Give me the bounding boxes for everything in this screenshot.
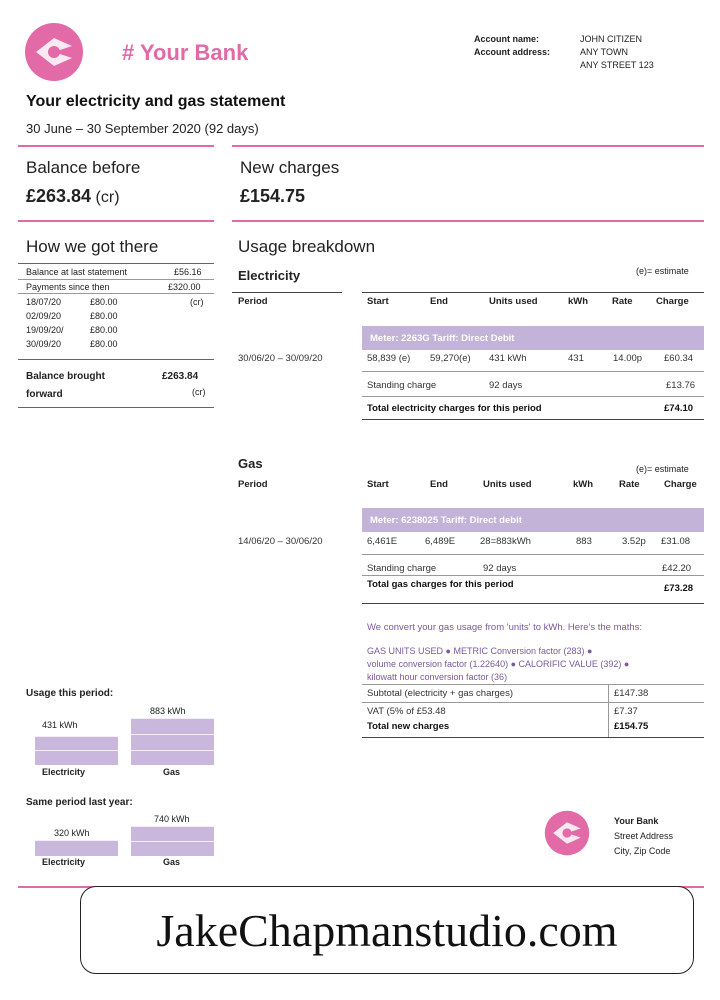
usage-gas-value: 883 kWh — [150, 706, 186, 716]
usage-electricity-label: Electricity — [42, 767, 86, 777]
divider — [18, 220, 214, 222]
payment-date: 30/09/20 — [26, 339, 62, 349]
electricity-title: Electricity — [238, 268, 301, 283]
divider — [18, 145, 214, 147]
watermark-text: JakeChapmanstudio.com — [156, 904, 618, 956]
divider — [18, 263, 214, 264]
gas-period: 14/06/20 – 30/06/20 — [238, 536, 323, 547]
subtotal-label: Subtotal (electricity + gas charges) — [367, 688, 513, 699]
divider — [18, 279, 214, 280]
col-period: Period — [238, 479, 268, 490]
electricity-standing-label: Standing charge — [367, 380, 437, 391]
electricity-total: £74.10 — [664, 403, 694, 414]
bar-divider — [131, 734, 214, 735]
last-year-chart-title: Same period last year: — [26, 797, 133, 808]
divider — [362, 603, 704, 604]
payments-value: £320.00 — [168, 282, 201, 292]
last-year-gas-label: Gas — [163, 857, 181, 867]
gas-start: 6,461E — [367, 536, 398, 547]
gas-rate: 3.52p — [622, 536, 646, 547]
bank-logo-icon — [544, 810, 590, 856]
electricity-rate: 14.00p — [613, 353, 643, 364]
account-name-label: Account name: — [474, 34, 540, 44]
electricity-standing-days: 92 days — [489, 380, 523, 391]
address-line-1: ANY TOWN — [580, 47, 629, 57]
col-start: Start — [367, 296, 389, 307]
gas-standing-label: Standing charge — [367, 563, 437, 574]
col-kwh: kWh — [573, 479, 594, 490]
col-rate: Rate — [612, 296, 633, 307]
bank-name: # Your Bank — [122, 40, 249, 65]
total-new-label: Total new charges — [367, 721, 450, 732]
electricity-end: 59,270(e) — [430, 353, 471, 364]
last-year-electricity-bar — [35, 840, 118, 856]
electricity-total-label: Total electricity charges for this period — [367, 403, 542, 414]
brought-forward-cr: (cr) — [192, 387, 206, 397]
gas-total-label: Total gas charges for this period — [367, 579, 514, 590]
gas-units: 28=883kWh — [480, 536, 531, 547]
divider — [18, 359, 214, 360]
divider — [18, 407, 214, 408]
how-we-got-there-title: How we got there — [26, 237, 159, 256]
last-year-electricity-label: Electricity — [42, 857, 86, 867]
balance-before-value — [26, 186, 120, 207]
payments-cr: (cr) — [190, 297, 204, 307]
gas-title: Gas — [238, 456, 263, 471]
divider — [362, 737, 704, 738]
electricity-units: 431 kWh — [489, 353, 527, 364]
col-kwh: kWh — [568, 296, 589, 307]
divider — [608, 684, 609, 737]
col-charge: Charge — [664, 479, 697, 490]
usage-gas-bar — [131, 718, 214, 765]
footer-street: Street Address — [614, 831, 674, 841]
account-name: JOHN CITIZEN — [580, 34, 642, 44]
electricity-kwh: 431 — [568, 353, 584, 364]
payment-amount: £80.00 — [90, 339, 118, 349]
col-end: End — [430, 479, 448, 490]
divider — [232, 220, 704, 222]
divider — [232, 292, 342, 293]
divider — [362, 371, 704, 372]
subtotal: £147.38 — [614, 688, 649, 699]
bar-divider — [131, 841, 214, 842]
conversion-note: We convert your gas usage from 'units' to kWh. Here's the maths: — [367, 622, 643, 633]
statement-period: 30 June – 30 September 2020 (92 days) — [26, 121, 259, 136]
col-end: End — [430, 296, 448, 307]
balance-before-amount: £263.84 — [26, 186, 92, 206]
bar-divider — [131, 750, 214, 751]
usage-gas-label: Gas — [163, 767, 181, 777]
gas-standing-days: 92 days — [483, 563, 517, 574]
balance-before-suffix: (cr) — [95, 189, 120, 206]
payment-amount: £80.00 — [90, 311, 118, 321]
watermark-banner — [80, 886, 694, 974]
electricity-start: 58,839 (e) — [367, 353, 411, 364]
gas-meter-info: Meter: 6238025 Tariff: Direct debit — [370, 515, 522, 526]
vat-label: VAT (5% of £53.48 — [367, 706, 446, 717]
col-charge: Charge — [656, 296, 689, 307]
new-charges-label: New charges — [240, 158, 340, 177]
electricity-charge: £60.34 — [664, 353, 694, 364]
payment-amount: £80.00 — [90, 297, 118, 307]
estimate-note: (e)= estimate — [636, 266, 689, 276]
payment-date: 18/07/20 — [26, 297, 62, 307]
usage-chart-title: Usage this period: — [26, 688, 114, 699]
footer-bank-name: Your Bank — [614, 816, 659, 826]
divider — [362, 292, 704, 293]
payments-label: Payments since then — [26, 282, 110, 292]
col-units: Units used — [489, 296, 538, 307]
balance-before-label: Balance before — [26, 158, 141, 177]
bar-divider — [35, 750, 118, 751]
electricity-period: 30/06/20 – 30/09/20 — [238, 353, 323, 364]
last-statement-value: £56.16 — [174, 267, 202, 277]
divider — [362, 575, 704, 576]
electricity-standing-charge: £13.76 — [666, 380, 696, 391]
divider — [362, 419, 704, 420]
conversion-line-1: GAS UNITS USED ● METRIC Conversion factor (283) ● — [367, 646, 593, 656]
divider — [362, 702, 704, 703]
brought-forward-label-2: forward — [26, 389, 63, 400]
gas-end: 6,489E — [425, 536, 456, 547]
vat: £7.37 — [614, 706, 638, 717]
brought-forward-value: £263.84 — [162, 371, 199, 382]
divider — [362, 396, 704, 397]
last-year-gas-value: 740 kWh — [154, 814, 190, 824]
statement-title: Your electricity and gas statement — [26, 93, 286, 110]
payment-date: 02/09/20 — [26, 311, 62, 321]
electricity-meter-info: Meter: 2263G Tariff: Direct Debit — [370, 333, 515, 344]
usage-electricity-value: 431 kWh — [42, 720, 78, 730]
divider — [18, 293, 214, 294]
col-units: Units used — [483, 479, 532, 490]
last-statement-label: Balance at last statement — [26, 267, 128, 277]
divider — [362, 684, 704, 685]
col-period: Period — [238, 296, 268, 307]
col-start: Start — [367, 479, 389, 490]
col-rate: Rate — [619, 479, 640, 490]
conversion-line-3: kilowatt hour conversion factor (36) — [367, 672, 508, 682]
divider — [362, 554, 704, 555]
bank-logo-icon — [24, 22, 84, 82]
gas-charge: £31.08 — [661, 536, 691, 547]
total-new: £154.75 — [614, 721, 649, 732]
footer-city: City, Zip Code — [614, 846, 671, 856]
estimate-note: (e)= estimate — [636, 464, 689, 474]
address-line-2: ANY STREET 123 — [580, 60, 654, 70]
gas-standing-charge: £42.20 — [662, 563, 692, 574]
payment-amount: £80.00 — [90, 325, 118, 335]
divider — [232, 145, 704, 147]
last-year-electricity-value: 320 kWh — [54, 828, 90, 838]
brought-forward-label: Balance brought — [26, 371, 105, 382]
gas-total: £73.28 — [664, 583, 694, 594]
payment-date: 19/09/20/ — [26, 325, 64, 335]
gas-kwh: 883 — [576, 536, 592, 547]
conversion-line-2: volume conversion factor (1.22640) ● CALORIFIC VALUE (392) ● — [367, 659, 630, 669]
account-address-label: Account address: — [474, 47, 551, 57]
usage-breakdown-title: Usage breakdown — [238, 237, 376, 256]
new-charges-amount: £154.75 — [240, 186, 306, 206]
